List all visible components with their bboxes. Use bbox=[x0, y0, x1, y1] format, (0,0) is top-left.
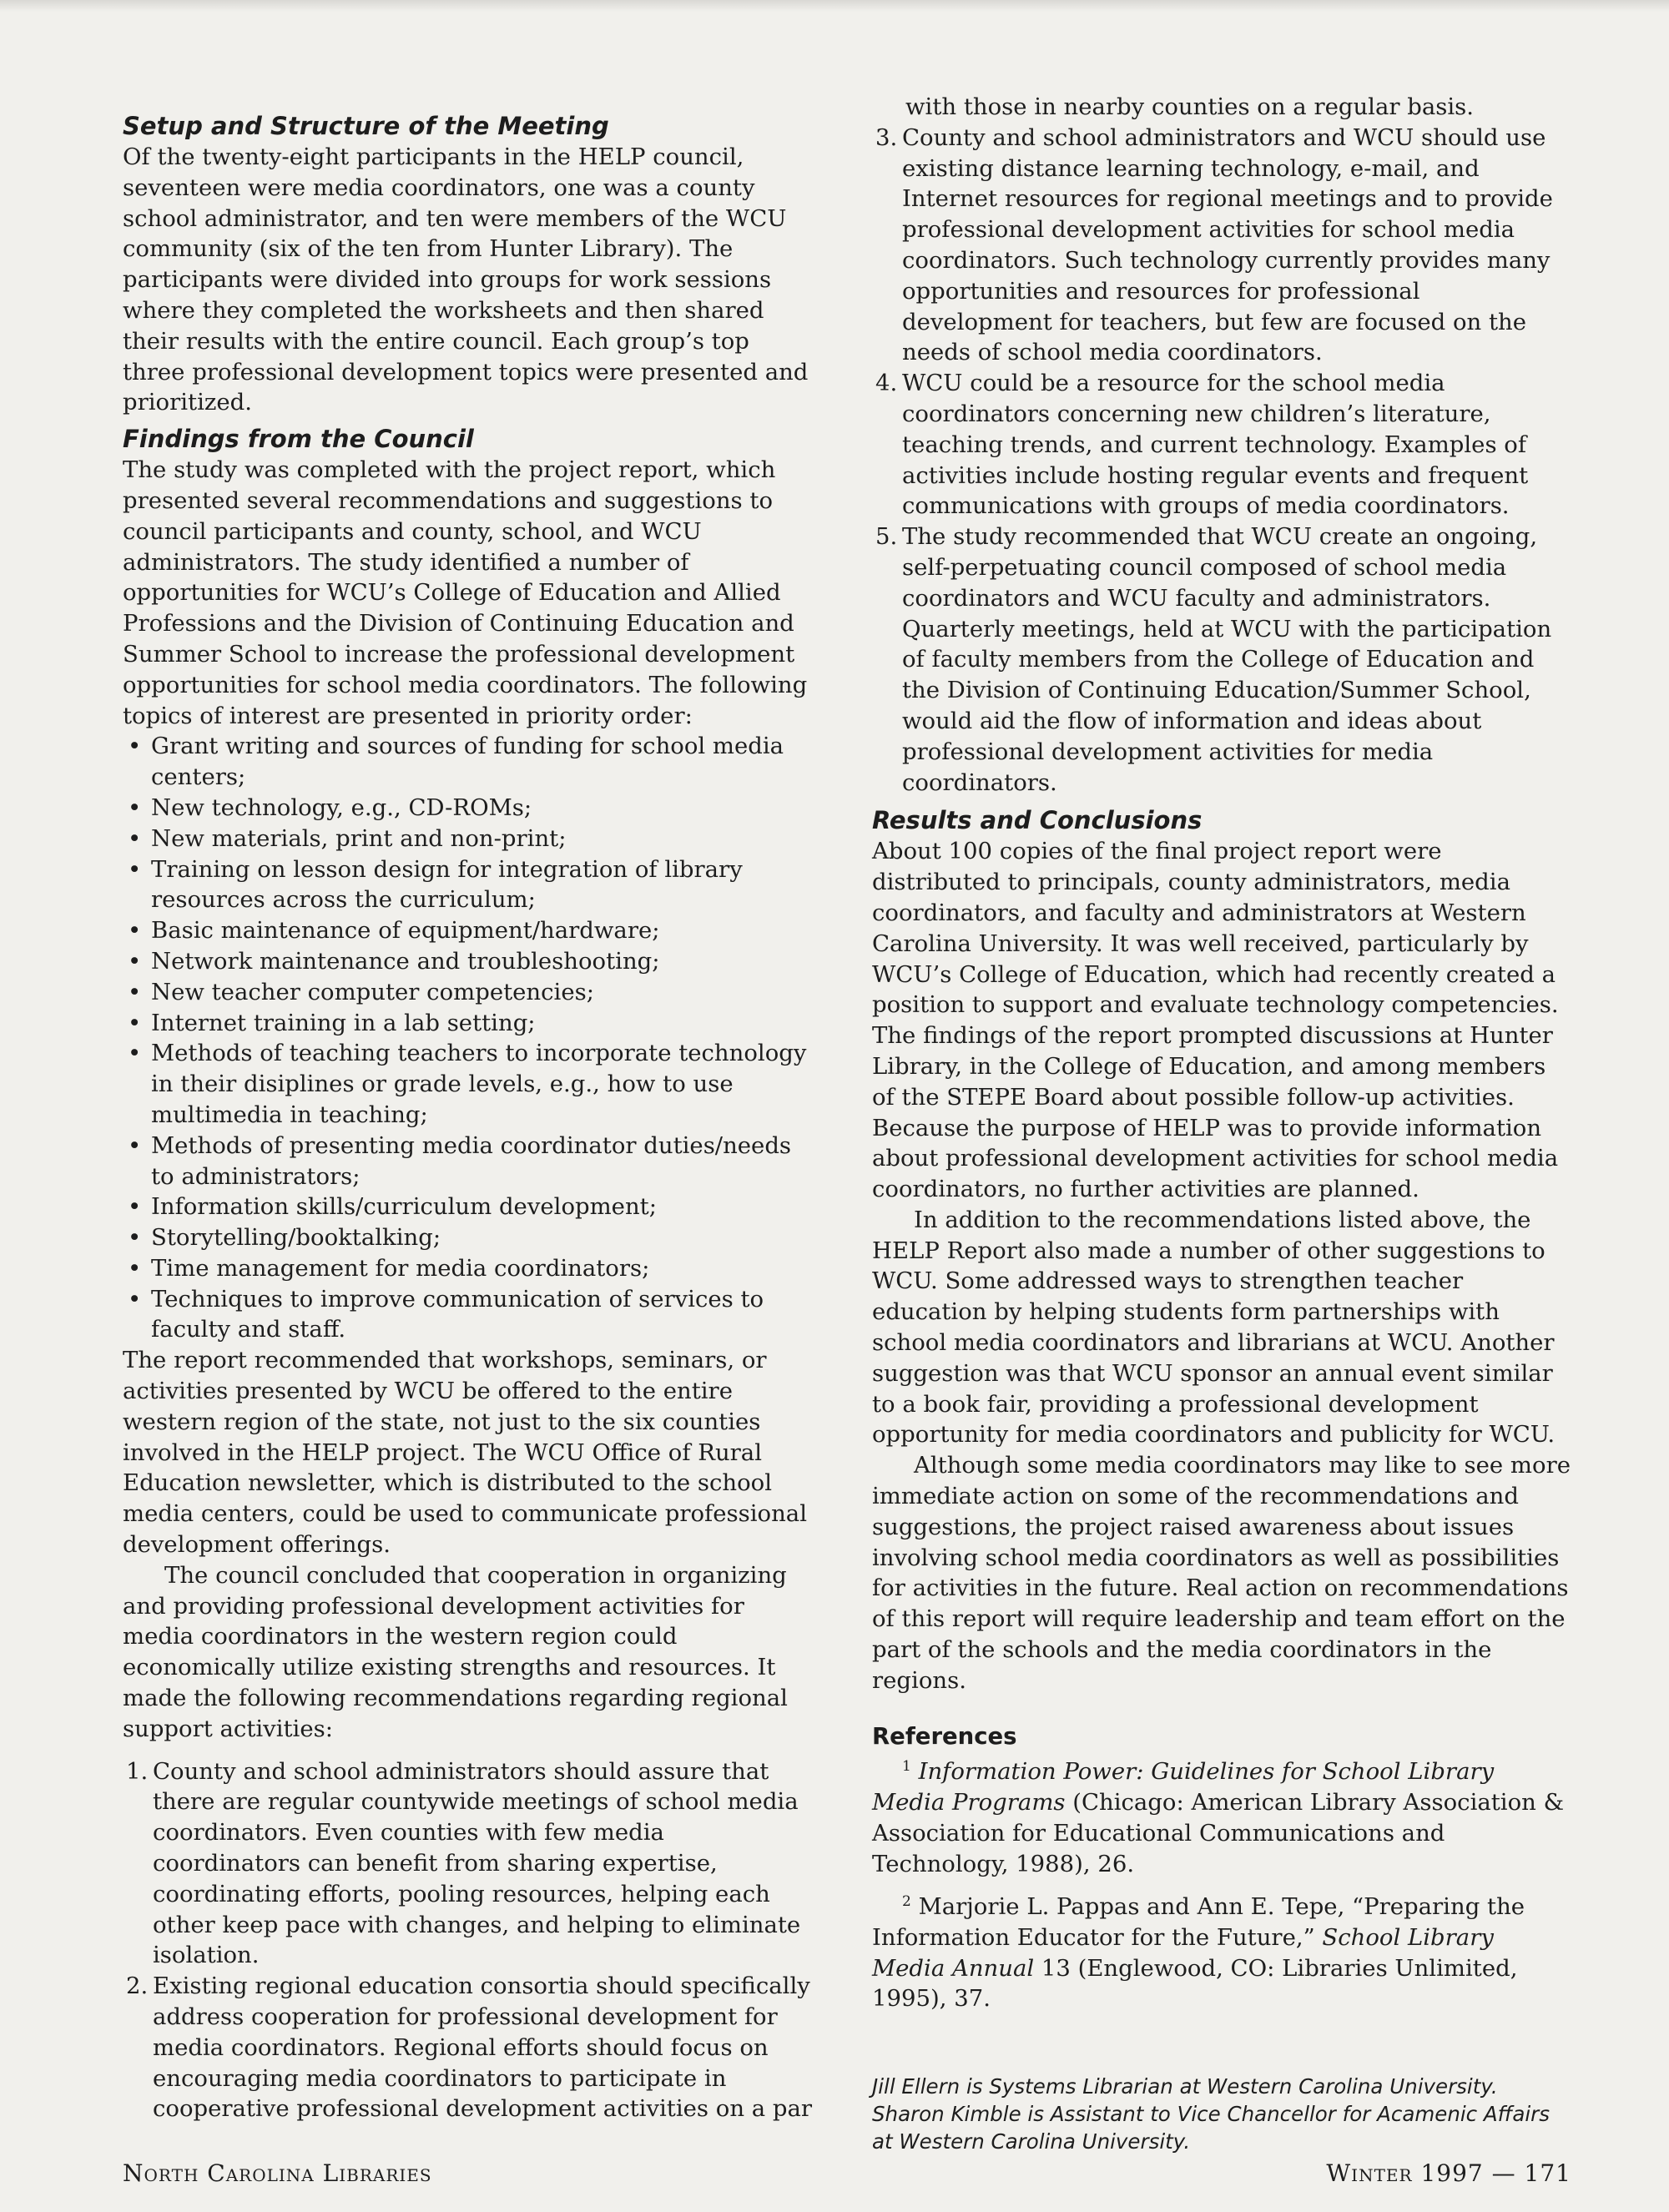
although-paragraph: Although some media coordinators may like to see more immediate action on some of the recommendations and suggestions, the project raised awareness about issues involving school media coordinators as well as possibilities for activities in the future. Real action on recommendations of this report will require leadership and team effort on the part of the schools and the media coordinators in the regions. bbox=[872, 1452, 1571, 1694]
reference-2 bbox=[872, 1887, 1571, 2014]
council-paragraph: The council concluded that cooperation in organizing and providing professional development activities for media coordinators in the western region could economically utilize existing strengths and resources. It made the following recommendations regarding regional support activities: bbox=[123, 1561, 788, 1742]
bio-line: Sharon Kimble is Assistant to Vice Chancellor for Acamenic Affairs at Western Carolina University. bbox=[872, 2102, 1551, 2154]
list-item: • Storytelling/booktalking; bbox=[123, 1222, 817, 1253]
list-item: • Internet training in a lab setting; bbox=[123, 1008, 817, 1039]
topics-list bbox=[123, 731, 817, 1345]
recommendation-item bbox=[123, 1971, 817, 2124]
bio-line: Jill Ellern is Systems Librarian at Western Carolina University. bbox=[872, 2074, 1498, 2099]
results-heading: Results and Conclusions bbox=[872, 806, 1203, 835]
recommendation-number: 1. bbox=[126, 1757, 149, 1785]
reference-1 bbox=[872, 1751, 1571, 1879]
list-item: • New materials, print and non-print; bbox=[123, 824, 817, 854]
references-heading: References bbox=[872, 1722, 1017, 1750]
list-item: • Basic maintenance of equipment/hardware; bbox=[123, 915, 817, 946]
list-item: • Network maintenance and troubleshooting; bbox=[123, 946, 817, 977]
footer-year-page: 1997 — 171 bbox=[1420, 2159, 1571, 2187]
recommendation-text: WCU could be a resource for the school media coordinators concerning new children’s literature, teaching trends, and current technology. Examples of activities include hosting regular events and frequent communications with groups of media coordinators. bbox=[902, 370, 1529, 520]
recommendation-number: 3. bbox=[875, 123, 898, 151]
report-paragraph: The report recommended that workshops, seminars, or activities presented by WCU be offered to the entire western region of the state, not just to the six counties involved in the HELP project. The WCU Office of Rural Education newsletter, which is distributed to the school media centers, could be used to communicate professional development offerings. bbox=[123, 1347, 807, 1559]
page-top-edge bbox=[0, 0, 1669, 12]
recommendation-number: 5. bbox=[875, 523, 898, 551]
recommendation-text: Existing regional education consortia should specifically address cooperation for professional development for media coordinators. Regional efforts should focus on encouraging media coordinators to participate in cooperative professional development activities on a par bbox=[153, 1973, 813, 2123]
findings-heading: Findings from the Council bbox=[123, 425, 474, 454]
list-item: • Methods of presenting media coordinator duties/needs to administrators; bbox=[123, 1131, 817, 1192]
list-item: • Training on lesson design for integration of library resources across the curriculum; bbox=[123, 854, 817, 916]
right-column bbox=[872, 92, 1571, 2155]
addition-paragraph: In addition to the recommendations listed above, the HELP Report also made a number of other suggestions to WCU. Some addressed ways to strengthen teacher education by helping students form partnerships with school media coordinators and librarians at WCU. Another suggestion was that WCU sponsor an annual event similar to a book fair, providing a professional development opportunity for media coordinators and publicity for WCU. bbox=[872, 1206, 1556, 1449]
list-item: • New technology, e.g., CD-ROMs; bbox=[123, 793, 817, 824]
recommendation-item bbox=[872, 368, 1571, 522]
list-item: • Methods of teaching teachers to incorporate technology in their disiplines or grade levels, e.g., how to use multimedia in teaching; bbox=[123, 1038, 817, 1130]
footer-page-info bbox=[1326, 2159, 1571, 2187]
footer-season: Winter bbox=[1326, 2159, 1413, 2187]
setup-paragraph: Of the twenty-eight participants in the HELP council, seventeen were media coordinators, one was a county school administrator, and ten were members of the WCU community (six of the ten from Hunter Library). The participants were divided into groups for work sessions where they completed the worksheets and then shared their results with the entire council. Each group’s top three professional development topics were presented and prioritized. bbox=[123, 144, 809, 416]
list-item: • New teacher computer competencies; bbox=[123, 977, 817, 1008]
left-column bbox=[123, 110, 817, 2124]
reference-title: School Library Media Annual bbox=[872, 1923, 1494, 1982]
recommendation-text: County and school administrators and WCU should use existing distance learning technology, e-mail, and Internet resources for regional meetings and to provide professional development activities for school media coordinators. Such technology currently provides many opportunities and resources for professional development for teachers, but few are focused on the needs of school media coordinators. bbox=[902, 123, 1553, 366]
recommendation-item bbox=[123, 1756, 817, 1972]
recommendation-item bbox=[872, 123, 1571, 368]
findings-paragraph: The study was completed with the project report, which presented several recommendations and suggestions to council participants and county, school, and WCU administrators. The study identified a number of opportunities for WCU’s College of Education and Allied Professions and the Division of Continuing Education and Summer School to increase the professional development opportunities for school media coordinators. The following topics of interest are presented in priority order: bbox=[123, 456, 808, 729]
recommendation-number: 2. bbox=[126, 1973, 149, 2000]
results-paragraph: About 100 copies of the final project report were distributed to principals, county administrators, media coordinators, and faculty and administrators at Western Carolina University. It was well received, particularly by WCU’s College of Education, which had recently created a position to support and evaluate technology competencies. The findings of the report prompted discussions at Hunter Library, in the College of Education, and among members of the STEPE Board about possible follow-up activities. Because the purpose of HELP was to provide information about professional development activities for school media coordinators, no further activities are planned. bbox=[872, 838, 1559, 1203]
recommendation-number: 4. bbox=[875, 370, 898, 397]
list-item: • Grant writing and sources of funding for school media centers; bbox=[123, 731, 817, 793]
reference-number: 1 bbox=[902, 1758, 911, 1776]
continued-text: with those in nearby counties on a regular basis. bbox=[905, 93, 1475, 120]
recommendations-list bbox=[123, 1756, 817, 2125]
reference-number: 2 bbox=[902, 1892, 911, 1910]
reference-detail: 13 (Englewood, CO: Libraries Unlimited, 1995), 37. bbox=[872, 1954, 1518, 2013]
reference-title: Information Power: Guidelines for School Library Media Programs bbox=[872, 1758, 1495, 1816]
list-item: • Techniques to improve communication of services to faculty and staff. bbox=[123, 1284, 817, 1346]
recommendations-list-continued bbox=[872, 123, 1571, 799]
list-item: • Time management for media coordinators; bbox=[123, 1253, 817, 1284]
recommendation-text: County and school administrators should assure that there are regular countywide meetings of school media coordinators. Even counties with few media coordinators can benefit from sharing expertise, coordinating efforts, pooling resources, helping each other keep pace with changes, and helping to eliminate isolation. bbox=[153, 1757, 801, 1969]
list-item: • Information skills/curriculum development; bbox=[123, 1192, 817, 1222]
reference-authors: Marjorie L. Pappas and Ann E. Tepe, “Preparing the Information Educator for the Future,” bbox=[872, 1892, 1525, 1951]
recommendation-text: The study recommended that WCU create an ongoing, self-perpetuating council composed of school media coordinators and WCU faculty and administrators. Quarterly meetings, held at WCU with the participation of faculty members from the College of Education and the Division of Continuing Education/Summer School, would aid the flow of information and ideas about professional development activities for media coordinators. bbox=[902, 523, 1552, 796]
author-bio bbox=[872, 2073, 1571, 2155]
recommendation-item bbox=[872, 522, 1571, 798]
setup-heading: Setup and Structure of the Meeting bbox=[123, 112, 609, 140]
footer-publication: North Carolina Libraries bbox=[123, 2159, 432, 2187]
reference-detail: (Chicago: American Library Association & Association for Educational Communications and Technology, 1988), 26. bbox=[872, 1789, 1565, 1877]
